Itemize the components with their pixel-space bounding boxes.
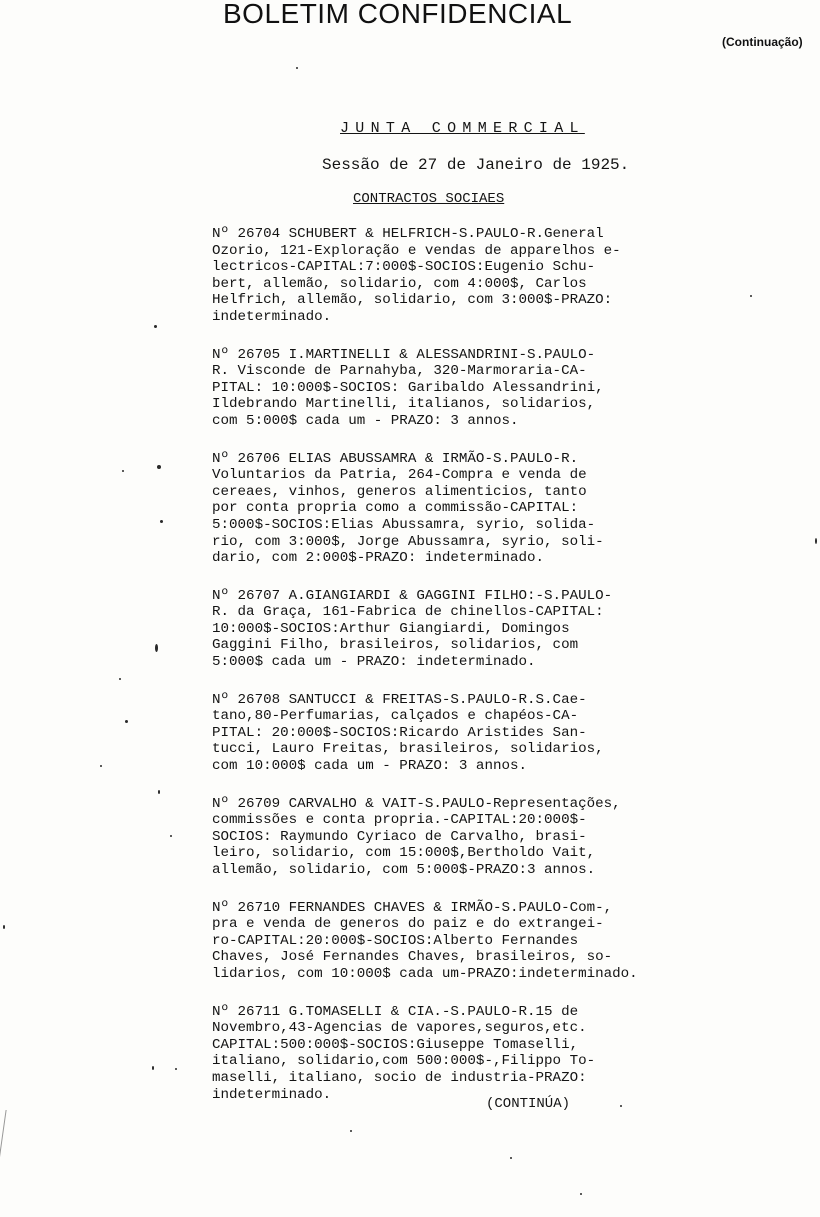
contracts-list: [212, 226, 812, 1103]
scan-speck: [152, 1066, 154, 1070]
subsection-title: CONTRACTOS SOCIAES: [353, 191, 505, 207]
scan-speck: [296, 67, 298, 69]
scan-speck: [510, 1157, 512, 1159]
scan-speck: [158, 790, 160, 794]
scan-speck: [157, 465, 161, 469]
scan-speck: [119, 678, 121, 680]
scan-speck: [122, 470, 124, 472]
scan-speck: [160, 520, 163, 523]
contract-entry: Nº 26708 SANTUCCI & FREITAS-S.PAULO-R.S.Cae- tano,80-Perfumarias, calçados e chapéos-CA- PITAL: 20:000$-SOCIOS:Ricardo Aristides San- tucci, Lauro Freitas, brasileiros, solidarios, com 10:000$ cada um - PRAZO: 3 annos.: [212, 691, 604, 775]
scan-speck: [154, 325, 157, 328]
contract-entry: Nº 26710 FERNANDES CHAVES & IRMÃO-S.PAULO-Com-, pra e venda de generos do paiz e do extrangei- ro-CAPITAL:20:000$-SOCIOS:Alberto Fernandes Chaves, José Fernandes Chaves, brasileiros, so- lidarios, com 10:000$ cada um-PRAZO:indeterminado.: [212, 899, 638, 982]
scan-speck: [155, 644, 158, 652]
scan-speck: [100, 765, 102, 767]
scan-speck: [3, 925, 5, 929]
scan-speck: [815, 538, 817, 544]
contract-entry: Nº 26706 ELIAS ABUSSAMRA & IRMÃO-S.PAULO-R. Voluntarios da Patria, 264-Compra e venda de cereaes, vinhos, generos alimenticios, tanto por conta propria como a commissão-CAPITAL: 5:000$-SOCIOS:Elias Abussamra, syrio, solida- rio, com 3:000$, Jorge Abussamra, syrio, soli- dario, com 2:000$-PRAZO: indeterminado.: [212, 450, 604, 567]
scan-speck: [750, 295, 752, 297]
contract-entry: Nº 26711 G.TOMASELLI & CIA.-S.PAULO-R.15 de Novembro,43-Agencias de vapores,seguros,etc. CAPITAL:500:000$-SOCIOS:Giuseppe Tomaselli, italiano, solidario,com 500:000$-,Filippo To- maselli, italiano, socio de industria-PRAZO: indeterminado.: [212, 1003, 596, 1103]
bulletin-title: BOLETIM CONFIDENCIAL: [223, 0, 573, 29]
scan-speck: [125, 720, 128, 723]
continuation-label: (Continuação): [722, 35, 803, 49]
scan-speck: [620, 1105, 622, 1107]
scan-edge-mark: [0, 1110, 13, 1190]
contract-entry: Nº 26709 CARVALHO & VAIT-S.PAULO-Representações, commissões e conta propria.-CAPITAL:20:000$- SOCIOS: Raymundo Cyriaco de Carvalho, brasi- leiro, solidario, com 15:000$,Bertholdo Vait, allemão, solidario, com 5:000$-PRAZO:3 annos.: [212, 795, 621, 878]
contract-entry: Nº 26707 A.GIANGIARDI & GAGGINI FILHO:-S.PAULO- R. da Graça, 161-Fabrica de chinellos-CAPITAL: 10:000$-SOCIOS:Arthur Giangiardi, Domingos Gaggini Filho, brasileiros, solidarios, com 5:000$ cada um - PRAZO: indeterminado.: [212, 587, 613, 671]
scan-speck: [175, 1068, 177, 1070]
scan-speck: [170, 835, 172, 837]
contract-entry: Nº 26705 I.MARTINELLI & ALESSANDRINI-S.PAULO- R. Visconde de Parnahyba, 320-Marmoraria-CA- PITAL: 10:000$-SOCIOS: Garibaldo Alessandrini, Ildebrando Martinelli, italianos, solidarios, com 5:000$ cada um - PRAZO: 3 annos.: [212, 346, 604, 429]
scan-speck: [580, 1193, 582, 1195]
scan-speck: [350, 1130, 352, 1132]
contract-entry: Nº 26704 SCHUBERT & HELFRICH-S.PAULO-R.General Ozorio, 121-Exploração e vendas de apparelhos e- lectricos-CAPITAL:7:000$-SOCIOS:Eugenio Schu- bert, allemão, solidario, com 4:000$, Carlos Helfrich, allemão, solidario, com 3:000$-PRAZO: indeterminado.: [212, 226, 621, 325]
session-date: Sessão de 27 de Janeiro de 1925.: [322, 156, 630, 174]
section-title: JUNTA COMMERCIAL: [340, 120, 585, 137]
continues-label: (CONTINÚA): [486, 1096, 571, 1112]
